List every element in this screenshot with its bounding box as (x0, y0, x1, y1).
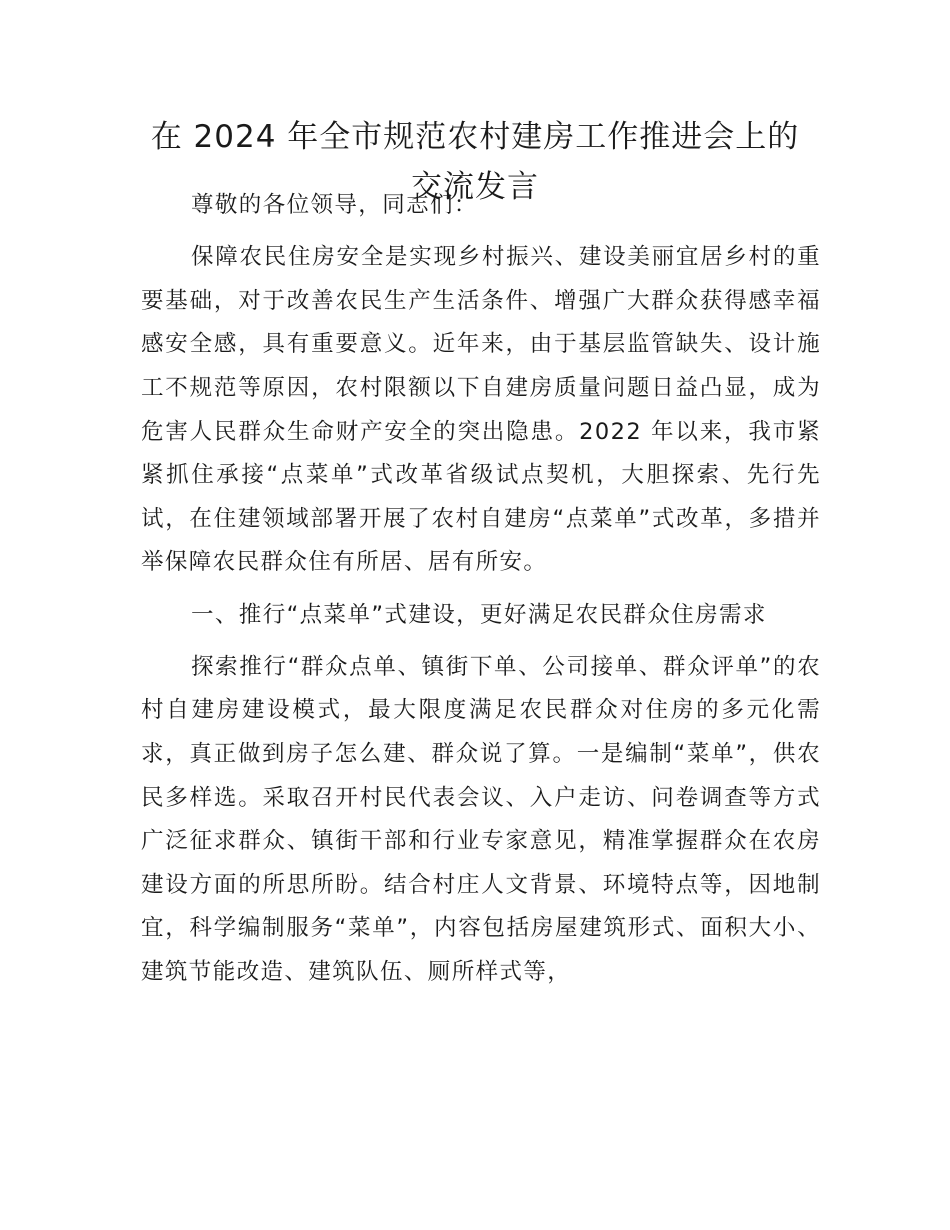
paragraph-section-1: 探索推行“群众点单、镇街下单、公司接单、群众评单”的农村自建房建设模式，最大限度满足农民群众对住房的多元化需求，真正做到房子怎么建、群众说了算。一是编制“菜单”，供农民多样选。采取召开村民代表会议、入户走访、问卷调查等方式广泛征求群众、镇街干部和行业专家意见，精准掌握群众在农房建设方面的所思所盼。结合村庄人文背景、环境特点等，因地制宜，科学编制服务“菜单”，内容包括房屋建筑形式、面积大小、建筑节能改造、建筑队伍、厕所样式等， (141, 653, 821, 985)
salutation: 尊敬的各位领导，同志们： (191, 192, 478, 218)
paragraph-intro: 保障农民住房安全是实现乡村振兴、建设美丽宜居乡村的重要基础，对于改善农民生产生活条件、增强广大群众获得感幸福感安全感，具有重要意义。近年来，由于基层监管缺失、设计施工不规范等原因，农村限额以下自建房质量问题日益凸显，成为危害人民群众生命财产安全的突出隐患。2022 年以来，我市紧紧抓住承接“点菜单”式改革省级试点契机，大胆探索、先行先试，在住建领域部署开展了农村自建房“点菜单”式改革，多措并举保障农民群众住有所居、居有所安。 (141, 244, 821, 576)
section-heading-1: 一、推行“点菜单”式建设，更好满足农民群众住房需求 (191, 601, 767, 628)
document-body (141, 184, 821, 1003)
title-line-1: 在 2024 年全市规范农村建房工作推进会上的 (150, 119, 800, 155)
title-line-2: 交流发言 (411, 169, 539, 205)
